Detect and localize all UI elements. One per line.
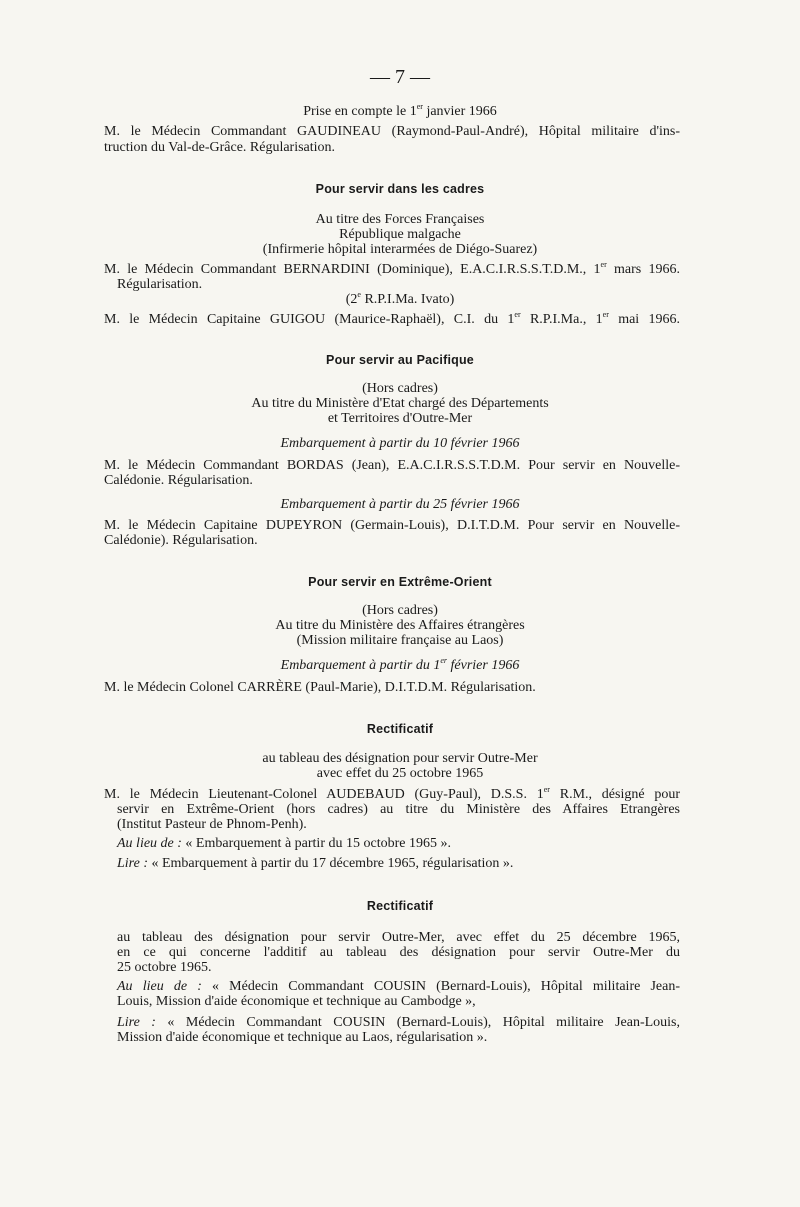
embarkation-date: Embarquement à partir du 25 février 1966: [280, 497, 520, 512]
entry-audebaud-line1: [104, 787, 680, 803]
unit-text: (2: [345, 292, 358, 307]
entry-guigou: [104, 312, 680, 328]
superscript: er: [440, 656, 448, 665]
embarkation-date: Embarquement à partir du 10 février 1966: [280, 436, 520, 451]
page-number: — 7 —: [370, 66, 430, 88]
correction-au-lieu-de-line2: Louis, Mission d'aide économique et technique au Cambodge »,: [117, 994, 476, 1009]
superscript: er: [543, 785, 550, 794]
embarkation-text: Embarquement à partir du 1: [280, 658, 441, 673]
superscript: er: [416, 102, 423, 111]
entry-carrere: M. le Médecin Colonel CARRÈRE (Paul-Marie), D.I.T.D.M. Régularisation.: [104, 680, 536, 695]
paragraph-line1: au tableau des désignation pour servir Outre-Mer, avec effet du 25 décembre 1965,: [117, 930, 680, 945]
section-heading: Pour servir au Pacifique: [326, 353, 474, 367]
entry-audebaud-line2: servir en Extrême-Orient (hors cadres) au titre du Ministère des Affaires Etrangères: [117, 802, 680, 817]
lire-label: Lire :: [117, 856, 148, 871]
embarkation-text: février 1966: [447, 658, 520, 673]
subheading: et Territoires d'Outre-Mer: [327, 411, 473, 426]
entry-text: mai 1966.: [608, 312, 680, 327]
paragraph-line3: 25 octobre 1965.: [117, 960, 212, 975]
superscript: e: [357, 290, 361, 299]
entry-text: R.P.I.Ma., 1: [520, 312, 603, 327]
unit-text: R.P.I.Ma. Ivato): [360, 292, 455, 307]
subheading: (Mission militaire française au Laos): [296, 633, 504, 648]
subheading: Au titre des Forces Françaises: [315, 212, 485, 227]
section-heading: Rectificatif: [366, 899, 434, 913]
subheading: Au titre du Ministère des Affaires étrangères: [275, 618, 525, 633]
entry-text: M. le Médecin Commandant BERNARDINI (Dominique), E.A.C.I.R.S.S.T.D.M., 1: [104, 262, 601, 277]
correction-au-lieu-de-line1: [117, 979, 680, 995]
subheading: (Hors cadres): [362, 381, 438, 396]
correction-lire: [117, 856, 680, 872]
subheading: Au titre du Ministère d'Etat chargé des Départements: [251, 396, 549, 411]
correction-lire-line2: Mission d'aide économique et technique au Laos, régularisation ».: [117, 1030, 488, 1045]
subheading: (Infirmerie hôpital interarmées de Diégo-Suarez): [262, 242, 538, 257]
entry-dupeyron-line2: Calédonie). Régularisation.: [104, 533, 258, 548]
correction-text: « Médecin Commandant COUSIN (Bernard-Louis), Hôpital militaire Jean-: [201, 979, 681, 994]
correction-text: « Médecin Commandant COUSIN (Bernard-Louis), Hôpital militaire Jean-Louis,: [155, 1015, 680, 1030]
au-lieu-de-label: Au lieu de :: [117, 979, 202, 994]
entry-dupeyron-line1: M. le Médecin Capitaine DUPEYRON (Germain-Louis), D.I.T.D.M. Pour servir en Nouvelle-: [104, 518, 680, 533]
subheading: République malgache: [339, 227, 461, 242]
entry-text: M. le Médecin Lieutenant-Colonel AUDEBAUD (Guy-Paul), D.S.S. 1: [104, 787, 544, 802]
superscript: er: [602, 310, 609, 319]
entry-bordas-line1: M. le Médecin Commandant BORDAS (Jean), E.A.C.I.R.S.S.T.D.M. Pour servir en Nouvelle-: [104, 458, 680, 473]
correction-text: « Embarquement à partir du 17 décembre 1965, régularisation ».: [147, 856, 514, 871]
entry-gaudineau-line1: M. le Médecin Commandant GAUDINEAU (Raymond-Paul-André), Hôpital militaire d'ins-: [104, 124, 680, 139]
correction-au-lieu-de: [117, 836, 680, 852]
entry-text: mars 1966.: [606, 262, 680, 277]
date-text: janvier 1966: [422, 104, 497, 119]
section-heading: Rectificatif: [366, 722, 434, 736]
date-line: [0, 104, 800, 120]
subheading: (Hors cadres): [362, 603, 438, 618]
entry-text: M. le Médecin Capitaine GUIGOU (Maurice-Raphaël), C.I. du 1: [104, 312, 515, 327]
section-heading: Pour servir en Extrême-Orient: [308, 575, 492, 589]
entry-bernardini-line1: [104, 262, 680, 278]
correction-lire-line1: [117, 1015, 680, 1031]
lire-label: Lire :: [117, 1015, 156, 1030]
date-text: Prise en compte le 1: [303, 104, 417, 119]
subheading: avec effet du 25 octobre 1965: [316, 766, 484, 781]
entry-text: R.M., désigné pour: [549, 787, 680, 802]
section-heading: Pour servir dans les cadres: [315, 182, 485, 196]
embarkation-date: [0, 658, 800, 674]
subheading: au tableau des désignation pour servir Outre-Mer: [262, 751, 538, 766]
au-lieu-de-label: Au lieu de :: [117, 836, 182, 851]
paragraph-line2: en ce qui concerne l'additif au tableau des désignation pour servir Outre-Mer du: [117, 945, 680, 960]
entry-bordas-line2: Calédonie. Régularisation.: [104, 473, 253, 488]
unit-line: [0, 292, 800, 308]
superscript: er: [514, 310, 521, 319]
entry-bernardini-line2: Régularisation.: [117, 277, 203, 292]
entry-gaudineau-line2: truction du Val-de-Grâce. Régularisation.: [104, 140, 336, 155]
correction-text: « Embarquement à partir du 15 octobre 1965 ».: [181, 836, 451, 851]
entry-audebaud-line3: (Institut Pasteur de Phnom-Penh).: [117, 817, 307, 832]
superscript: er: [600, 260, 607, 269]
